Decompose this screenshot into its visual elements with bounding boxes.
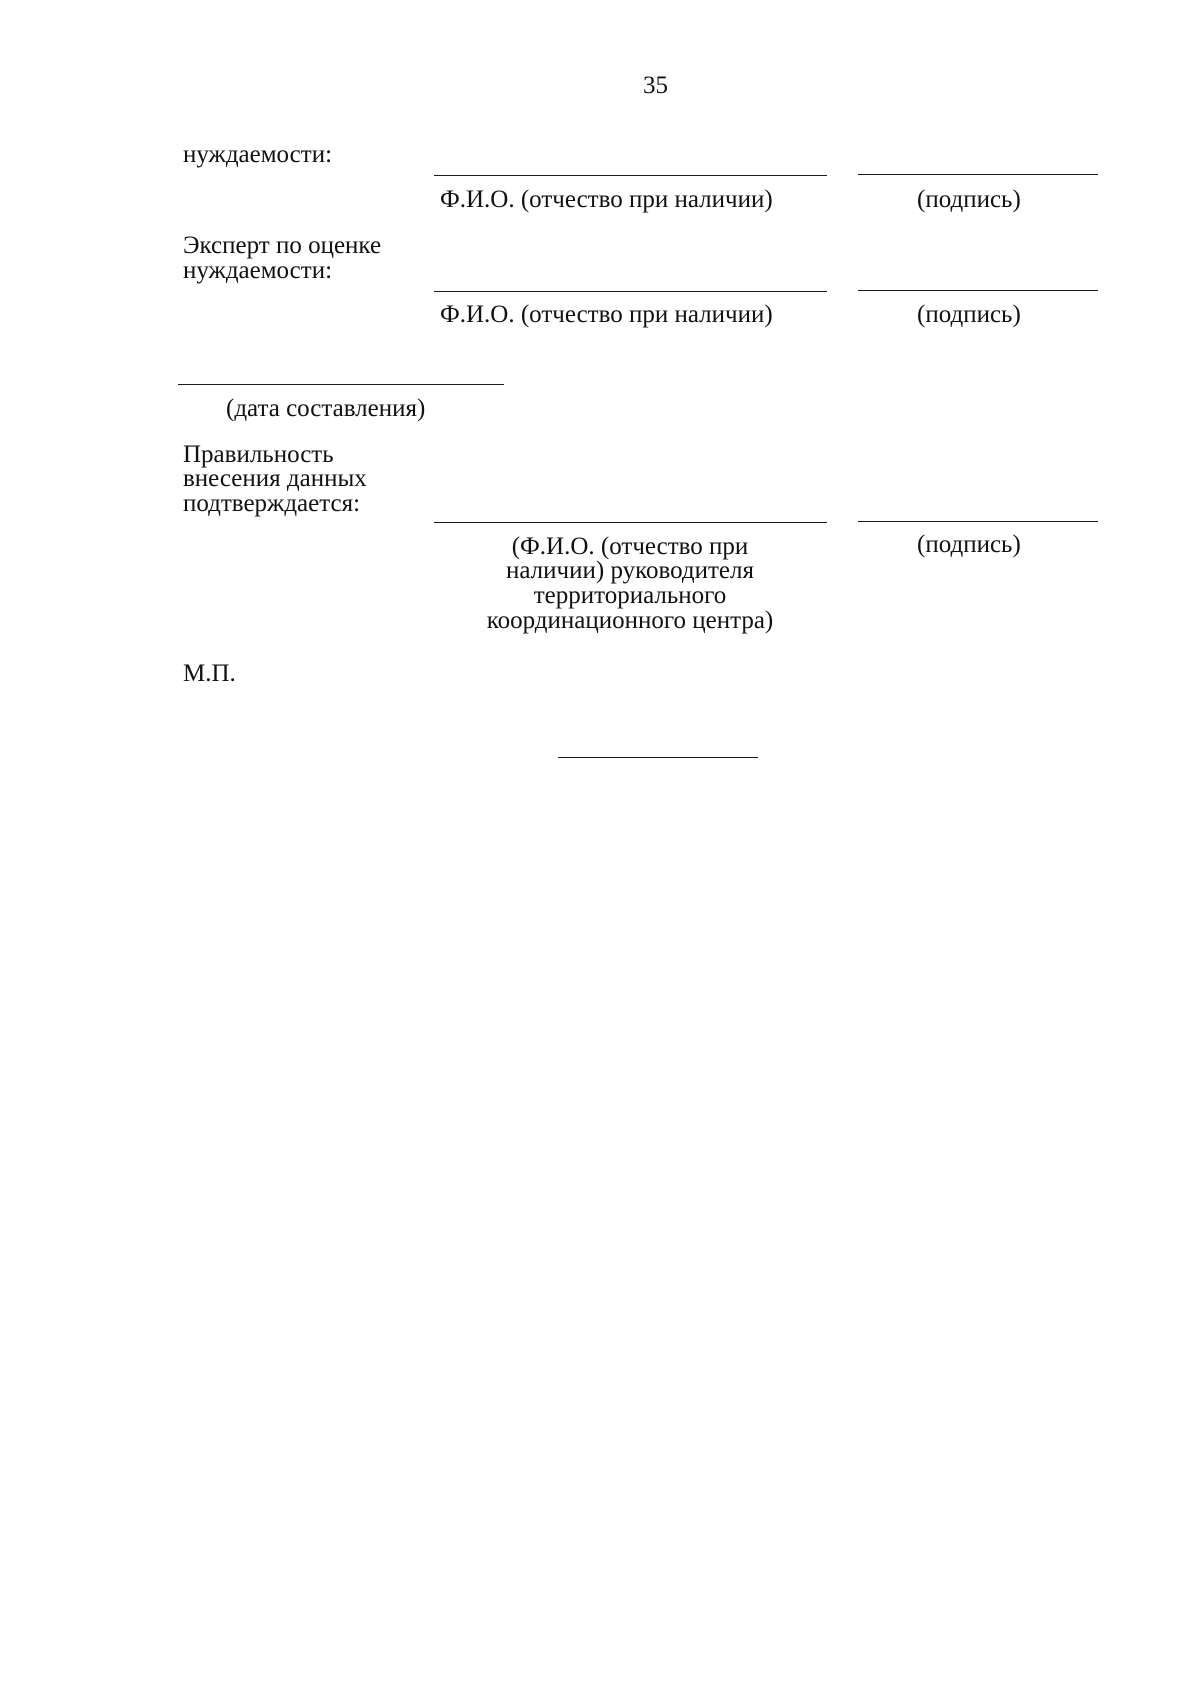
block1-signature-caption: (подпись) xyxy=(917,186,1021,213)
block3-label-line1: Правильность xyxy=(183,441,334,468)
stamp-place: М.П. xyxy=(183,660,236,687)
block1-label: нуждаемости: xyxy=(183,141,333,168)
block3-signature-caption: (подпись) xyxy=(917,531,1021,558)
block3-fio-caption-line1: (Ф.И.О. (отчество при xyxy=(511,533,749,560)
block3-fio-caption-line3: территориального xyxy=(533,582,727,609)
block1-fio-caption: Ф.И.О. (отчество при наличии) xyxy=(440,186,773,213)
end-separator xyxy=(558,757,758,758)
block2-signature-line xyxy=(858,290,1098,291)
block2-fio-line xyxy=(434,291,827,292)
date-caption: (дата составления) xyxy=(226,395,426,422)
date-line xyxy=(178,384,504,385)
block2-label-line2: нуждаемости: xyxy=(183,257,333,284)
block3-signature-line xyxy=(858,521,1098,522)
block2-label-line1: Эксперт по оценке xyxy=(183,232,382,259)
block1-signature-line xyxy=(858,174,1098,175)
block3-label-line2: внесения данных xyxy=(183,465,367,492)
block2-fio-caption: Ф.И.О. (отчество при наличии) xyxy=(440,301,773,328)
block3-label-line3: подтверждается: xyxy=(183,490,361,517)
block3-fio-line xyxy=(434,522,827,523)
block3-fio-caption-line2: наличии) руководителя xyxy=(505,557,754,584)
block2-signature-caption: (подпись) xyxy=(917,301,1021,328)
page-number: 35 xyxy=(643,72,668,99)
block1-fio-line xyxy=(434,175,827,176)
block3-fio-caption-line4: координационного центра) xyxy=(486,607,774,634)
